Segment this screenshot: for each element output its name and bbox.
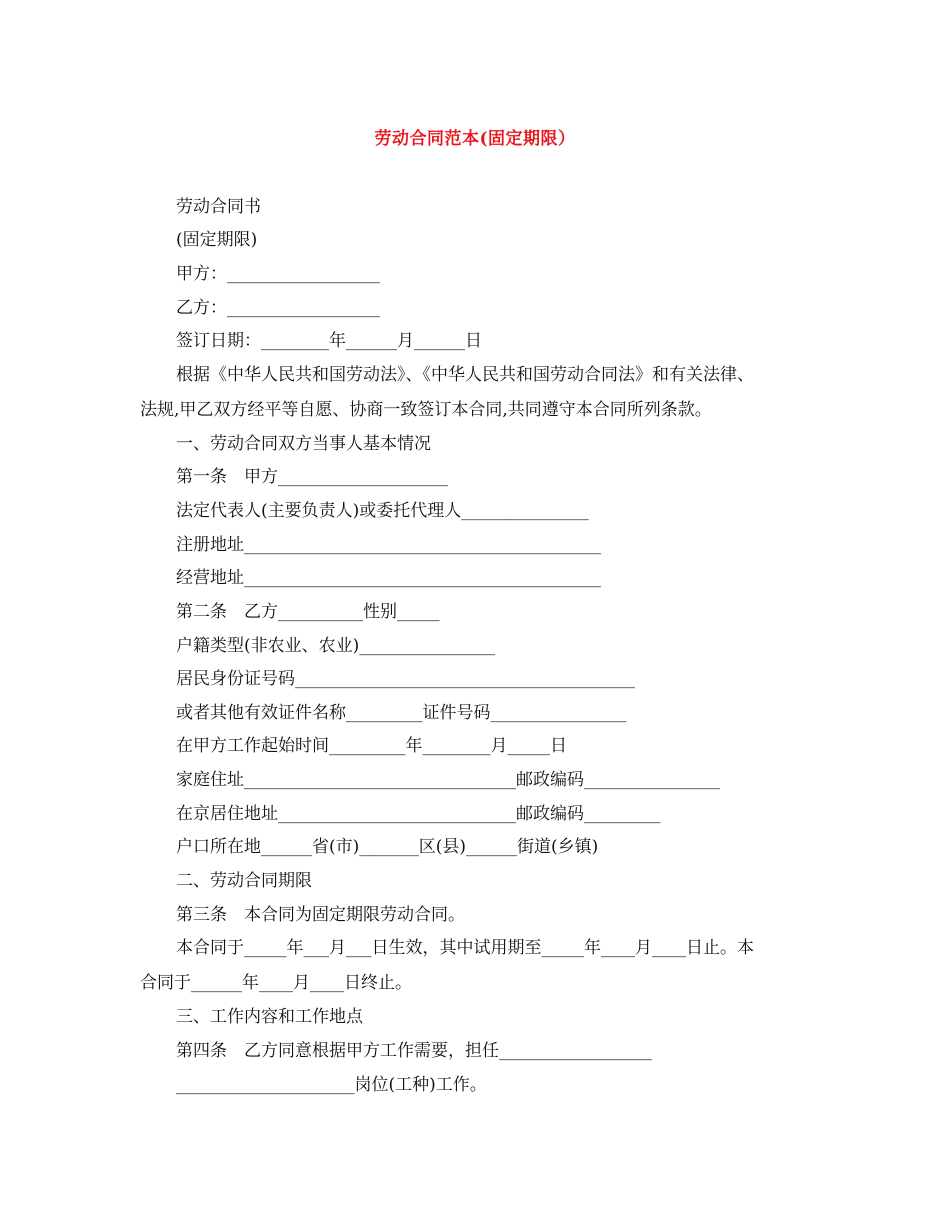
hukou-location-line: 户口所在地______省(市)_______区(县)______街道(乡镇) — [176, 837, 599, 857]
party-a-line: 甲方：__________________ — [176, 264, 380, 284]
document-title: 劳动合同范本(固定期限） — [374, 129, 576, 149]
section-2-heading: 二、劳动合同期限 — [176, 871, 312, 891]
home-address-line: 家庭住址________________________________邮政编码________________ — [176, 770, 720, 790]
preamble-line-1: 根据《中华人民共和国劳动法》、《中华人民共和国劳动合同法》和有关法律、 — [176, 365, 754, 385]
section-3-heading: 三、工作内容和工作地点 — [176, 1007, 363, 1027]
article-2-line: 第二条 乙方__________性别_____ — [176, 602, 440, 622]
article-3-line: 第三条 本合同为固定期限劳动合同。 — [176, 905, 465, 925]
contract-period-line-1: 本合同于_____年___月___日生效，其中试用期至_____年____月____日止。本 — [176, 938, 754, 958]
registered-address-line: 注册地址__________________________________________ — [176, 535, 601, 555]
legal-representative-line: 法定代表人(主要负责人)或委托代理人_______________ — [176, 501, 589, 521]
other-id-line: 或者其他有效证件名称_________证件号码________________ — [176, 703, 627, 723]
id-number-line: 居民身份证号码________________________________________ — [176, 669, 635, 689]
section-1-heading: 一、劳动合同双方当事人基本情况 — [176, 434, 431, 454]
contract-heading: 劳动合同书 — [176, 197, 261, 217]
contract-period-line-2: 合同于______年____月____日终止。 — [140, 973, 412, 993]
signing-date-line: 签订日期：________年______月______日 — [176, 331, 482, 351]
article-1-line: 第一条 甲方____________________ — [176, 467, 448, 487]
start-date-line: 在甲方工作起始时间_________年________月_____日 — [176, 736, 567, 756]
preamble-line-2: 法规,甲乙双方经平等自愿、协商一致签订本合同,共同遵守本合同所列条款。 — [140, 400, 712, 420]
contract-subheading: (固定期限) — [176, 230, 258, 250]
party-b-line: 乙方：__________________ — [176, 298, 380, 318]
business-address-line: 经营地址__________________________________________ — [176, 568, 601, 588]
article-4-line-2: _____________________岗位(工种)工作。 — [176, 1075, 487, 1095]
article-4-line-1: 第四条 乙方同意根据甲方工作需要，担任__________________ — [176, 1041, 652, 1061]
beijing-address-line: 在京居住地址____________________________邮政编码_________ — [176, 804, 661, 824]
household-type-line: 户籍类型(非农业、农业)________________ — [176, 636, 496, 656]
